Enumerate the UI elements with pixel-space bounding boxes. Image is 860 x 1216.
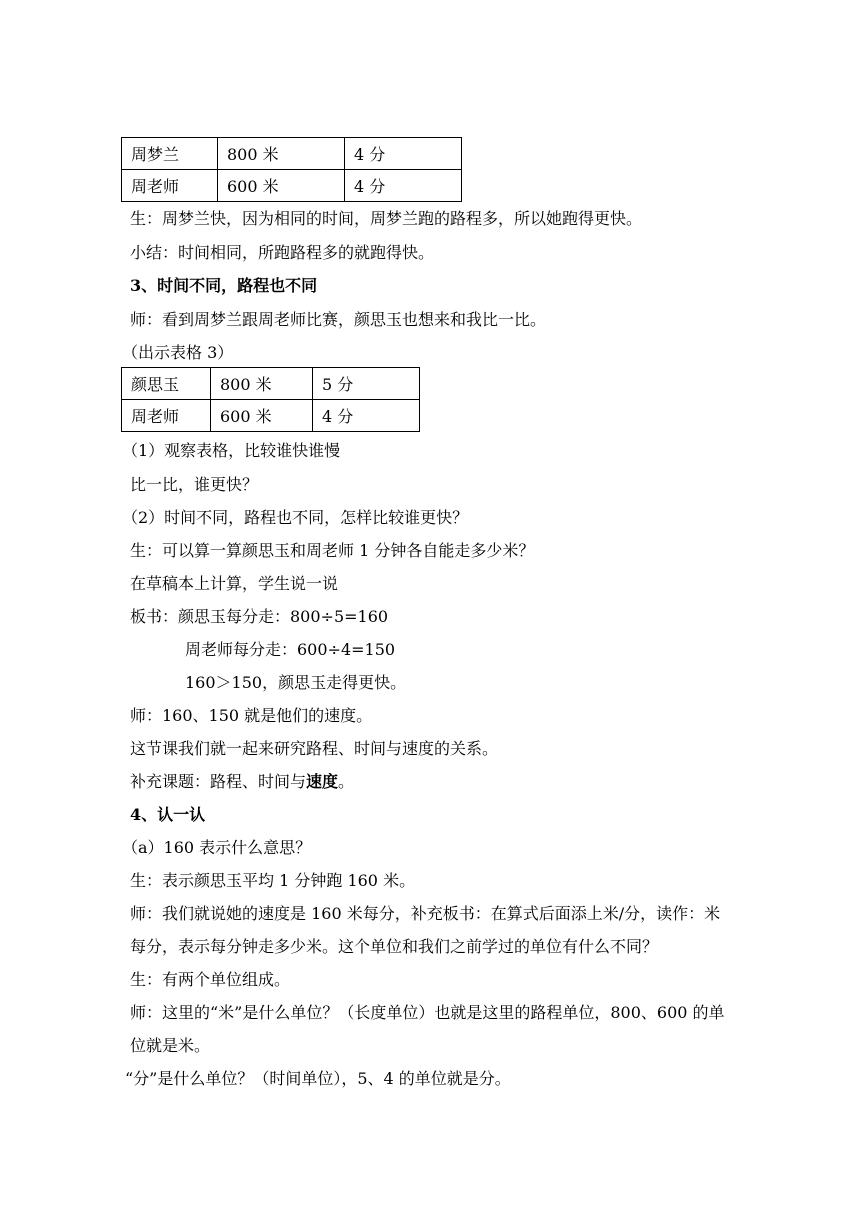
question-2: （2）时间不同，路程也不同，怎样比较谁更快？ xyxy=(122,508,469,527)
table-row xyxy=(122,400,420,432)
show-table-note: （出示表格 3） xyxy=(122,343,234,362)
unit-question: “分”是什么单位？（时间单位），5、4 的单位就是分。 xyxy=(125,1069,511,1088)
table-cell: 800 米 xyxy=(218,138,345,170)
table-row xyxy=(122,368,420,400)
table-row xyxy=(122,138,462,170)
student-answer-2: 生：可以算一算颜思玉和周老师 1 分钟各自能走多少米？ xyxy=(130,541,535,560)
table-cell: 颜思玉 xyxy=(122,368,211,400)
table-row xyxy=(122,170,462,202)
table-cell: 周梦兰 xyxy=(122,138,218,170)
topic-line xyxy=(130,772,354,792)
compare-prompt: 比一比，谁更快？ xyxy=(130,475,259,494)
table-cell: 600 米 xyxy=(218,170,345,202)
teacher-line-3: 师：我们就说她的速度是 160 米每分，补充板书：在算式后面添上米/分，读作：米每分，表示每分钟走多少米。这个单位和我们之前学过的单位有什么不同？ xyxy=(130,904,721,956)
section-heading-4: 4、认一认 xyxy=(130,805,206,824)
student-answer-3: 生：表示颜思玉平均 1 分钟跑 160 米。 xyxy=(130,871,416,890)
summary-text: 小结：时间相同，所跑路程多的就跑得快。 xyxy=(130,243,435,262)
student-answer-1: 生：周梦兰快，因为相同的时间，周梦兰跑的路程多，所以她跑得更快。 xyxy=(130,209,643,228)
teacher-line-2: 师：160、150 就是他们的速度。 xyxy=(130,706,373,725)
teacher-line-1: 师：看到周梦兰跟周老师比赛，颜思玉也想来和我比一比。 xyxy=(130,310,547,329)
lesson-intro: 这节课我们就一起来研究路程、时间与速度的关系。 xyxy=(130,739,499,758)
table-cell: 600 米 xyxy=(211,400,313,432)
teacher-line-4: 师：这里的“米”是什么单位？（长度单位）也就是这里的路程单位，800、600 的单位就是米。 xyxy=(130,1003,725,1055)
topic-prefix: 补充课题：路程、时间与 xyxy=(130,772,307,791)
draft-note: 在草稿本上计算，学生说一说 xyxy=(130,574,339,593)
table-cell: 4 分 xyxy=(345,170,462,202)
table-cell: 4 分 xyxy=(313,400,420,432)
table-cell: 800 米 xyxy=(211,368,313,400)
table-cell: 周老师 xyxy=(122,400,211,432)
question-1: （1）观察表格，比较谁快谁慢 xyxy=(122,441,341,460)
board-line-2: 周老师每分走：600÷4=150 xyxy=(185,640,396,659)
section-heading-3: 3、时间不同，路程也不同 xyxy=(130,276,318,295)
table-cell: 周老师 xyxy=(122,170,218,202)
table-cell: 4 分 xyxy=(345,138,462,170)
student-answer-4: 生：有两个单位组成。 xyxy=(130,970,291,989)
board-line-3: 160＞150，颜思玉走得更快。 xyxy=(185,673,407,692)
topic-bold: 速度 xyxy=(306,772,339,791)
comparison-table-2 xyxy=(121,137,462,202)
question-a: （a）160 表示什么意思？ xyxy=(122,838,312,857)
comparison-table-3 xyxy=(121,367,420,432)
board-line-1: 板书：颜思玉每分走：800÷5=160 xyxy=(130,607,389,626)
table-cell: 5 分 xyxy=(313,368,420,400)
topic-suffix: 。 xyxy=(338,772,355,791)
